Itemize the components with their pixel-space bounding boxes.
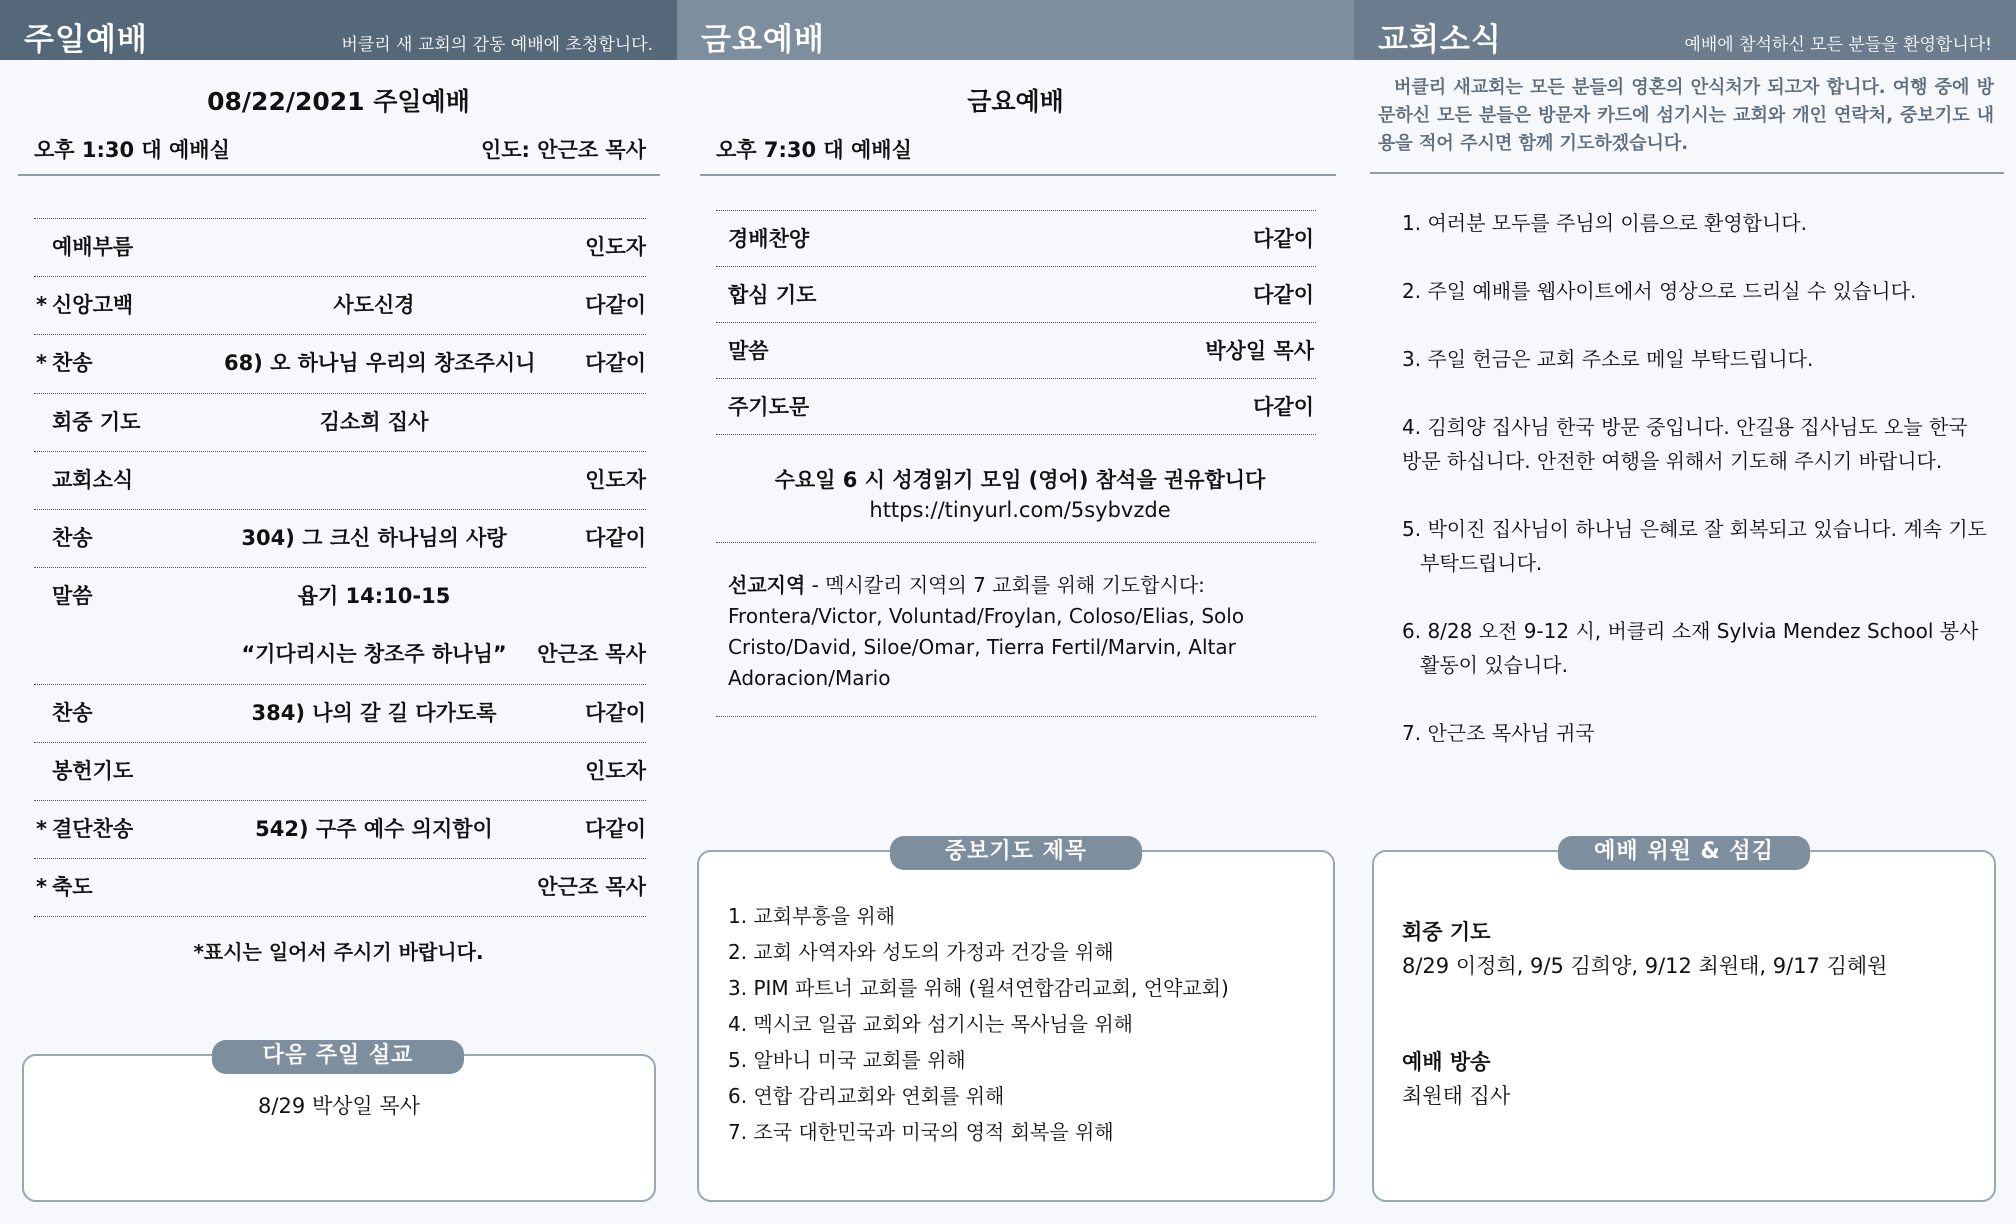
prayer-item: 2. 교회 사역자와 성도의 가정과 건강을 위해 (728, 940, 1114, 964)
order-star: * (36, 293, 47, 318)
news-item: 7. 안근조 목사님 귀국 (1402, 721, 1595, 745)
order-row (34, 800, 646, 858)
order-row (34, 276, 646, 334)
sunday-service-title: 08/22/2021 주일예배 (207, 87, 470, 116)
prayer-item: 3. PIM 파트너 교회를 위해 (윌셔연합감리교회, 언약교회) (728, 976, 1229, 1000)
friday-service-title: 금요예배 (967, 87, 1064, 116)
prayer-label: 중보기도 제목 (890, 836, 1142, 870)
friday-order-row (728, 378, 1314, 436)
news-header (1354, 0, 2016, 60)
friday-order-name: 경배찬양 (728, 227, 810, 251)
news-header-subtitle: 예배에 참석하신 모든 분들을 환영합니다! (1684, 35, 1992, 55)
order-lead: 안근조 목사 (537, 875, 646, 900)
order-row (34, 218, 646, 276)
congregational-prayer-schedule: 8/29 이정희, 9/5 김희양, 9/12 최원태, 9/17 김혜원 (1402, 954, 1888, 978)
prayer-item: 4. 멕시코 일곱 교회와 섬기시는 목사님을 위해 (728, 1012, 1133, 1036)
wednesday-url[interactable]: https://tinyurl.com/5sybvzde (869, 498, 1171, 522)
friday-order-lead: 다같이 (1253, 283, 1314, 307)
welcome-intro: 버클리 새교회는 모든 분들의 영혼의 안식처가 되고자 합니다. 여행 중에 방문하신 모든 분들은 방문자 카드에 섬기시는 교회와 개인 연락처, 중보기도 내용을 적어 주시면 함께 기도하겠습니다. (1378, 77, 1994, 154)
friday-location: 오후 7:30 대 예배실 (716, 138, 912, 162)
next-sermon-value: 8/29 박상일 목사 (258, 1094, 420, 1118)
friday-order-lead: 다같이 (1253, 395, 1314, 419)
order-row (34, 509, 646, 567)
order-name: 교회소식 (52, 467, 134, 492)
prayer-item: 7. 조국 대한민국과 미국의 영적 회복을 위해 (728, 1120, 1114, 1144)
standing-note: *표시는 일어서 주시기 바랍니다. (193, 940, 484, 964)
news-header-rule (1370, 172, 2004, 174)
order-row (34, 393, 646, 451)
friday-order-row (728, 266, 1314, 324)
mission-divider (716, 716, 1316, 717)
order-lead: 다같이 (585, 526, 646, 550)
sunday-header-rule (18, 174, 660, 176)
order-star: * (36, 817, 47, 841)
friday-order-name: 주기도문 (728, 395, 810, 419)
order-name: 예배부름 (52, 235, 134, 259)
prayer-item: 6. 연합 감리교회와 연회를 위해 (728, 1084, 1005, 1108)
news-list (1402, 206, 1992, 784)
news-header-title: 교회소식 (1378, 22, 1502, 58)
order-lead: 인도자 (585, 467, 646, 492)
order-lead: 다같이 (585, 293, 646, 318)
order-name: 결단찬송 (52, 817, 134, 841)
sunday-location: 오후 1:30 대 예배실 (34, 138, 230, 162)
friday-order-lead: 박상일 목사 (1205, 339, 1314, 363)
friday-header (677, 0, 1354, 60)
order-lead: 인도자 (585, 758, 646, 783)
mission-label: 선교지역 (728, 573, 806, 597)
order-mid: 사도신경 (333, 293, 415, 318)
roles-box (1372, 850, 1996, 1202)
friday-order-row (728, 210, 1314, 268)
prayer-item: 1. 교회부흥을 위해 (728, 904, 896, 928)
order-name: 찬송 (52, 351, 93, 376)
order-lead: 다같이 (585, 817, 646, 841)
friday-divider (716, 542, 1316, 543)
order-name: 신앙고백 (52, 293, 134, 318)
order-star: * (36, 875, 47, 900)
order-mid: 384) 나의 갈 길 다가도록 (251, 700, 497, 725)
order-row (34, 742, 646, 800)
order-lead: 다같이 (585, 351, 646, 376)
order-row (34, 625, 646, 683)
sunday-header-title: 주일예배 (24, 22, 148, 58)
congregational-prayer-heading: 회중 기도 (1402, 920, 1491, 944)
order-divider (34, 916, 646, 917)
order-lead: 다같이 (585, 700, 646, 725)
order-name: 봉헌기도 (52, 758, 134, 783)
news-item: 6. 8/28 오전 9-12 시, 버클리 소재 Sylvia Mendez School 봉사활동이 있습니다. (1402, 619, 1979, 677)
order-star: * (36, 351, 47, 376)
friday-order-lead: 다같이 (1253, 227, 1314, 251)
order-mid: 68) 오 하나님 우리의 창조주시니 (224, 351, 536, 376)
order-name: 회중 기도 (52, 409, 141, 434)
news-item: 5. 박이진 집사님이 하나님 은혜로 잘 회복되고 있습니다. 계속 기도 부탁드립니다. (1402, 517, 1987, 575)
friday-divider (716, 434, 1316, 435)
order-row (34, 858, 646, 916)
broadcast-value: 최원태 집사 (1402, 1084, 1511, 1108)
next-sermon-box (22, 1054, 656, 1202)
sunday-header (0, 0, 677, 60)
friday-order-row (728, 322, 1314, 380)
sunday-leader: 인도: 안근조 목사 (480, 138, 646, 162)
order-name: 찬송 (52, 700, 93, 725)
order-row (34, 567, 646, 625)
next-sermon-label: 다음 주일 설교 (212, 1040, 464, 1074)
order-name: 말씀 (52, 584, 93, 609)
order-mid: “기다리시는 창조주 하나님” (241, 642, 507, 667)
mission-text (728, 570, 1328, 694)
mission-body: - 멕시칼리 지역의 7 교회를 위해 기도합시다: Frontera/Victor, Voluntad/Froylan, Coloso/Elias, Solo Cristo/David, Siloe/Omar, Tierra Fertil/Marvin, Altar Adoracion/Mario (728, 573, 1245, 690)
news-item: 4. 김희양 집사님 한국 방문 중입니다. 안길용 집사님도 오늘 한국 방문 하십니다. 안전한 여행을 위해서 기도해 주시기 바랍니다. (1402, 415, 1968, 473)
order-row (34, 684, 646, 742)
friday-header-title: 금요예배 (701, 22, 825, 58)
order-name: 찬송 (52, 526, 93, 550)
prayer-item: 5. 알바니 미국 교회를 위해 (728, 1048, 966, 1072)
order-mid: 304) 그 크신 하나님의 사랑 (241, 526, 507, 550)
broadcast-heading: 예배 방송 (1402, 1050, 1491, 1074)
news-item: 2. 주일 예배를 웹사이트에서 영상으로 드리실 수 있습니다. (1402, 279, 1917, 303)
order-row (34, 334, 646, 392)
order-row (34, 451, 646, 509)
order-mid: 김소희 집사 (319, 409, 429, 434)
friday-order-name: 말씀 (728, 339, 769, 363)
order-mid: 욥기 14:10-15 (297, 584, 451, 609)
roles-label: 예배 위원 & 섬김 (1558, 836, 1810, 870)
news-item: 3. 주일 헌금은 교회 주소로 메일 부탁드립니다. (1402, 347, 1814, 371)
friday-header-rule (700, 174, 1336, 176)
order-lead: 안근조 목사 (537, 642, 646, 667)
order-lead: 인도자 (585, 235, 646, 259)
news-item: 1. 여러분 모두를 주님의 이름으로 환영합니다. (1402, 211, 1807, 235)
wednesday-title: 수요일 6 시 성경읽기 모임 (영어) 참석을 권유합니다 (774, 468, 1266, 492)
sunday-header-subtitle: 버클리 새 교회의 감동 예배에 초청합니다. (341, 35, 653, 55)
order-name: 축도 (52, 875, 93, 900)
order-mid: 542) 구주 예수 의지함이 (255, 817, 493, 841)
friday-order-name: 합심 기도 (728, 283, 817, 307)
prayer-list (728, 898, 1328, 1150)
